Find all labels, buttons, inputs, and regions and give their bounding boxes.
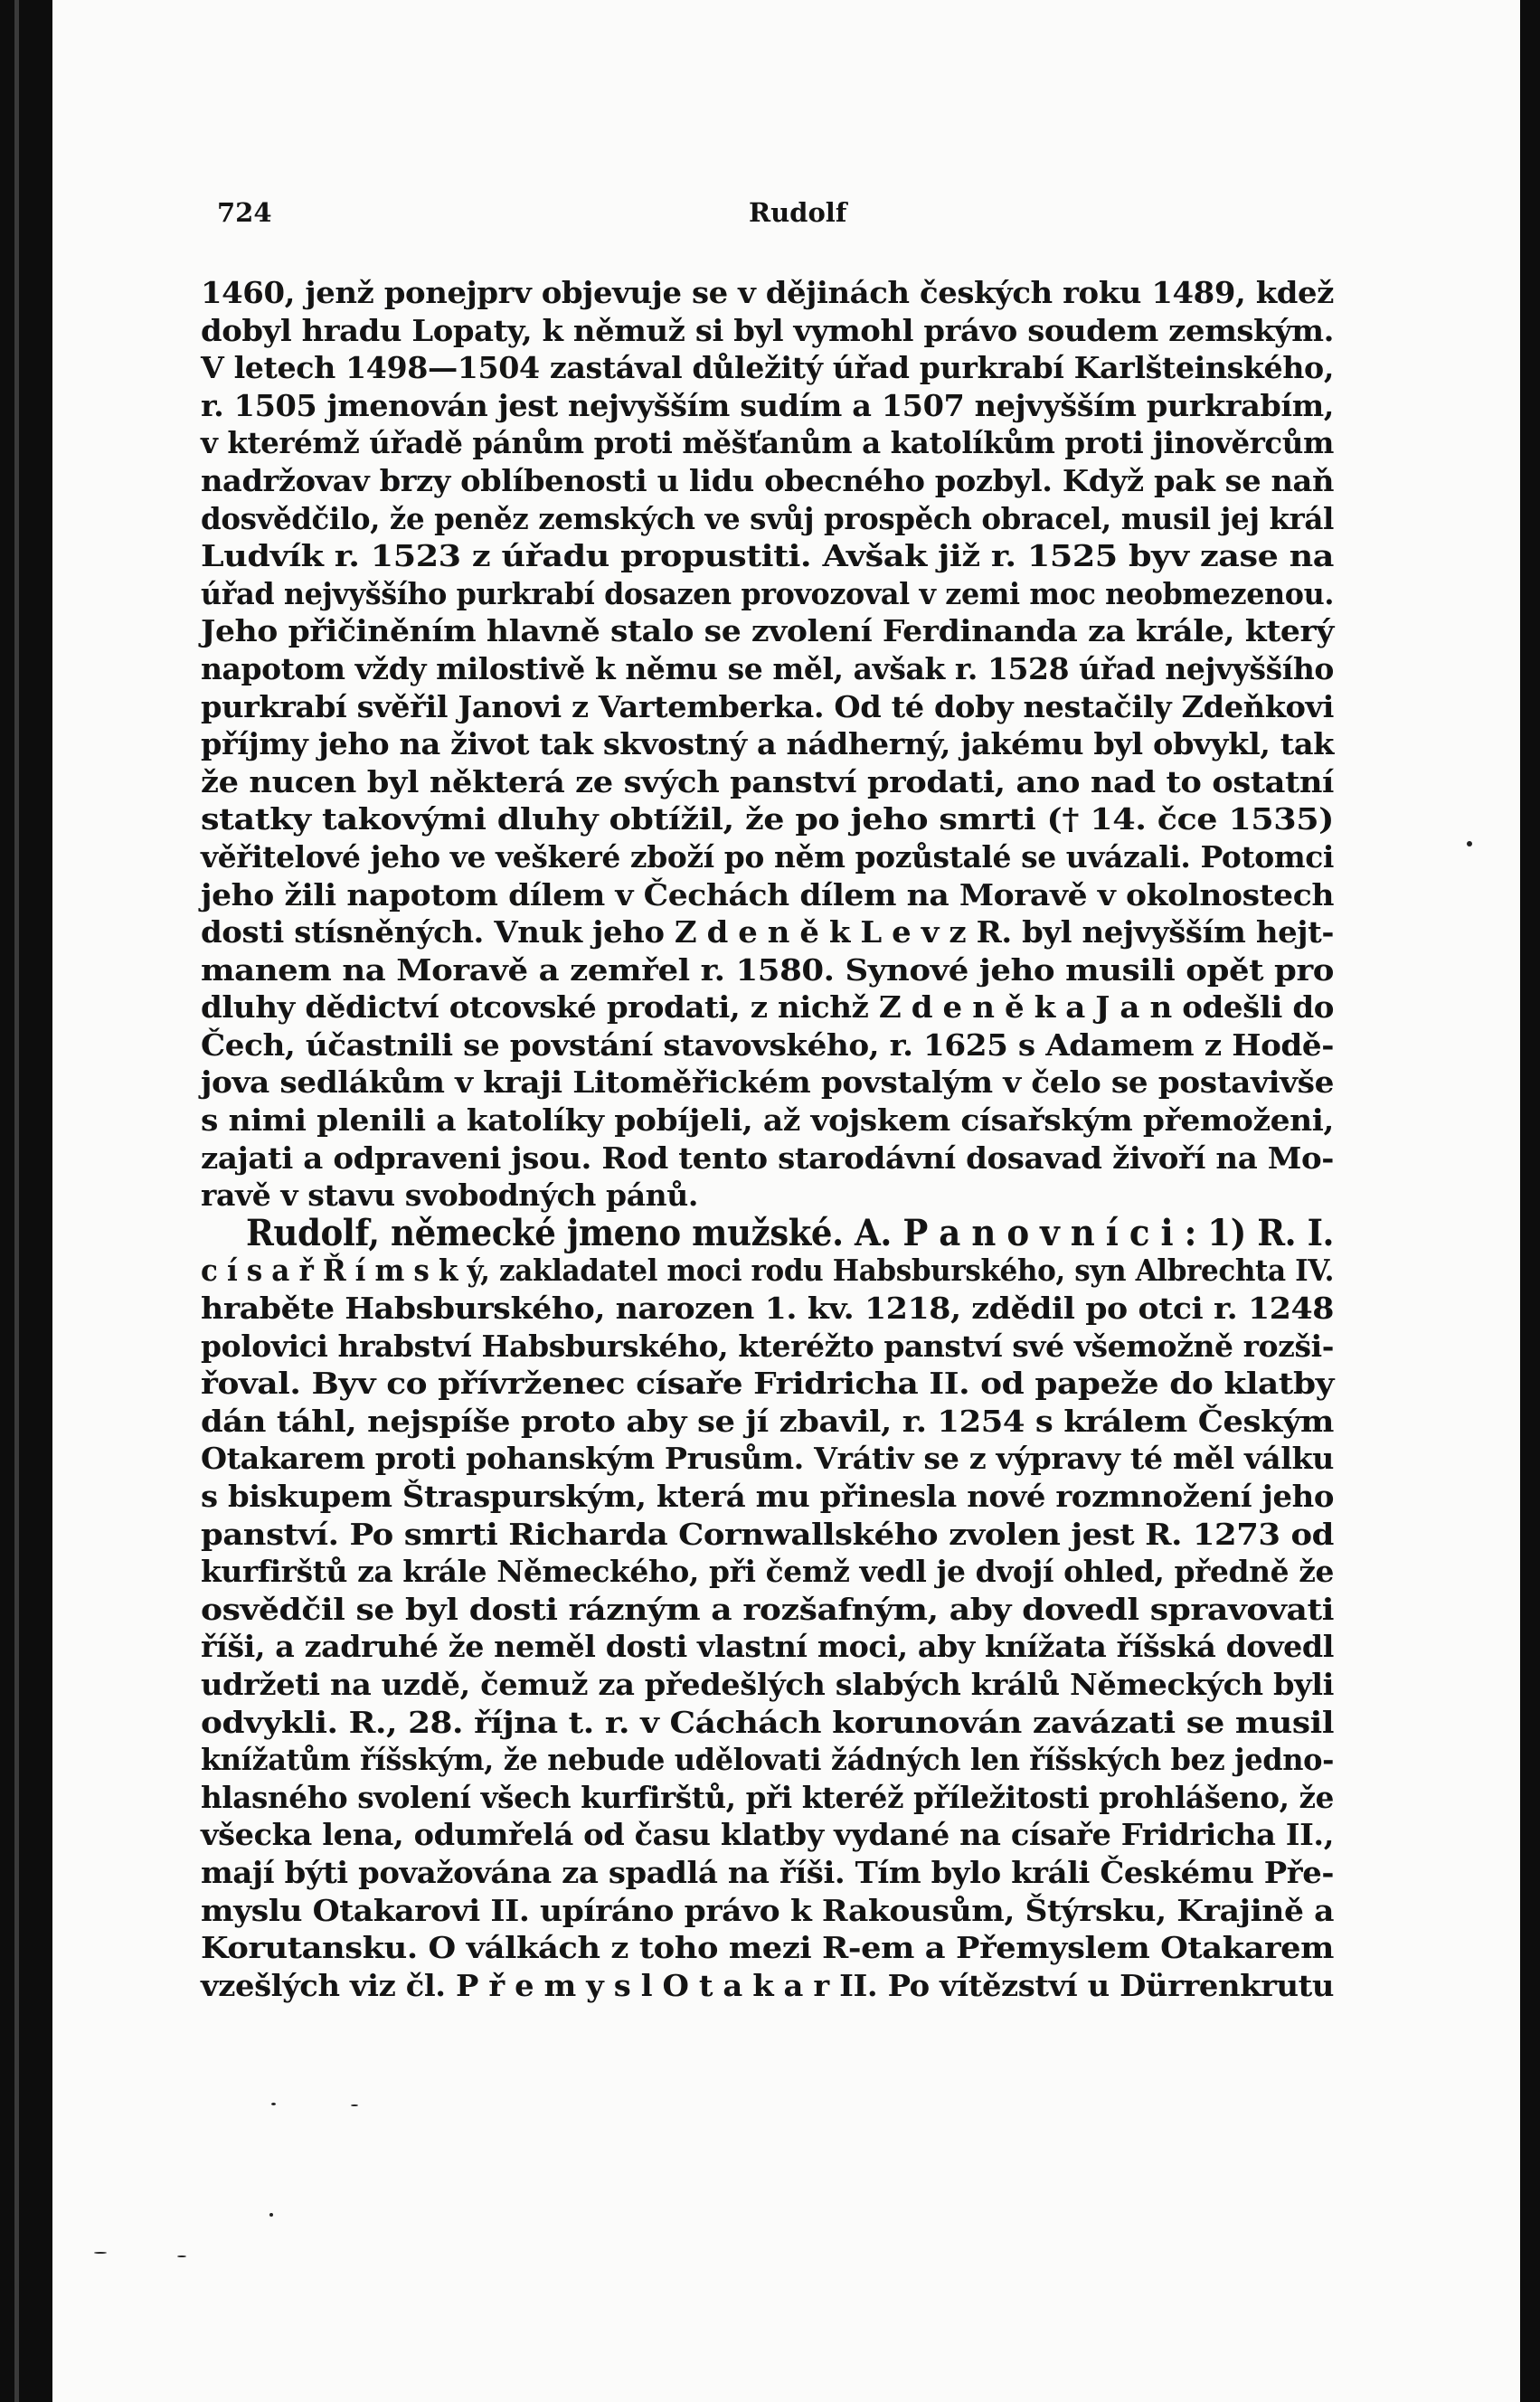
text-line: dán táhl, nejspíše proto aby se jí zbavil, r. 1254 s králem Českým xyxy=(201,1403,1334,1439)
text-line: hlasného svolení všech kurfirštů, při kteréž příležitosti prohlášeno, že xyxy=(201,1779,1334,1815)
text-line: ravě v stavu svobodných pánů. xyxy=(201,1177,698,1214)
text-line: knížatům říšským, že nebude udělovati žádných len říšských bez jedno- xyxy=(201,1742,1334,1778)
scan-border-left xyxy=(0,0,52,2402)
page-header xyxy=(217,197,1329,242)
text-line: polovici hrabství Habsburského, kteréžto panství své všemožně rozši- xyxy=(201,1328,1334,1364)
text-line: vzešlých viz čl. P ř e m y s l O t a k a r II. Po vítězství u Dürrenkrutu xyxy=(201,1967,1334,2003)
text-line: udržeti na uzdě, čemuž za předešlých slabých králů Německých byli xyxy=(201,1666,1334,1702)
text-line: odvykli. R., 28. října t. r. v Cáchách korunován zavázati se musil xyxy=(201,1704,1334,1740)
text-line: příjmy jeho na život tak skvostný a nádherný, jakému byl obvykl, tak xyxy=(201,726,1334,762)
text-line: dosti stísněných. Vnuk jeho Z d e n ě k L e v z R. byl nejvyšším hejt- xyxy=(201,914,1334,950)
text-line: Otakarem proti pohanským Prusům. Vrátiv se z výpravy té měl válku xyxy=(201,1441,1334,1477)
page-number: 724 xyxy=(217,197,272,228)
text-line: Korutansku. O válkách z toho mezi R-em a Přemyslem Otakarem xyxy=(201,1930,1334,1966)
scan-speck xyxy=(269,2213,273,2217)
text-line: r. 1505 jmenován jest nejvyšším sudím a 1507 nejvyšším purkrabím, xyxy=(201,387,1334,423)
text-line: c í s a ř Ř í m s k ý, zakladatel moci rodu Habsburského, syn Albrechta IV. xyxy=(201,1253,1334,1289)
text-line: v kterémž úřadě pánům proti měšťanům a katolíkům proti jinověrcům xyxy=(201,425,1334,461)
text-line: nadržovav brzy oblíbenosti u lidu obecného pozbyl. Když pak se naň xyxy=(201,462,1334,498)
scan-border-right xyxy=(1520,0,1540,2402)
entry-headline: Rudolf, německé jmeno mužské. A. P a n o v n í c i : 1) R. I. xyxy=(246,1211,1334,1254)
scan-speck xyxy=(1467,841,1472,846)
scan-speck xyxy=(177,2255,186,2257)
text-line: úřad nejvyššího purkrabí dosazen provozoval v zemi moc neobmezenou. xyxy=(201,575,1334,611)
text-line: mají býti považována za spadlá na říši. Tím bylo králi Českému Pře- xyxy=(201,1854,1334,1890)
text-line: Jeho přičiněním hlavně stalo se zvolení Ferdinanda za krále, který xyxy=(201,613,1334,649)
text-line: V letech 1498—1504 zastával důležitý úřad purkrabí Karlšteinského, xyxy=(201,350,1334,386)
text-line: řoval. Byv co přívrženec císaře Fridricha II. od papeže do klatby xyxy=(201,1366,1334,1402)
text-line: manem na Moravě a zemřel r. 1580. Synové jeho musili opět pro xyxy=(201,951,1334,988)
text-line: Ludvík r. 1523 z úřadu propustiti. Avšak již r. 1525 byv zase na xyxy=(201,538,1334,574)
running-head: Rudolf xyxy=(749,197,847,228)
text-line: osvědčil se byl dosti rázným a rozšafným, aby dovedl spravovati xyxy=(201,1591,1334,1627)
text-line: dluhy dědictví otcovské prodati, z nichž Z d e n ě k a J a n odešli do xyxy=(201,989,1334,1026)
text-line: zajati a odpraveni jsou. Rod tento starodávní dosavad živoří na Mo- xyxy=(201,1140,1334,1176)
text-line: panství. Po smrti Richarda Cornwallského zvolen jest R. 1273 od xyxy=(201,1516,1335,1552)
scan-speck xyxy=(351,2104,358,2106)
text-line: myslu Otakarovi II. upíráno právo k Rakousům, Štýrsku, Krajině a xyxy=(201,1892,1334,1928)
text-line: hraběte Habsburského, narozen 1. kv. 1218, zdědil po otci r. 1248 xyxy=(201,1291,1334,1327)
text-line: všecka lena, odumřelá od času klatby vydané na císaře Fridricha II., xyxy=(201,1817,1334,1853)
scan-speck xyxy=(94,2252,107,2254)
text-line: jeho žili napotom dílem v Čechách dílem na Moravě v okolnostech xyxy=(201,876,1334,913)
text-line: dosvědčilo, že peněz zemských ve svůj prospěch obracel, musil jej král xyxy=(201,500,1334,536)
text-line: věřitelové jeho ve veškeré zboží po něm pozůstalé se uvázali. Potomci xyxy=(201,838,1334,875)
text-line: Čech, účastnili se povstání stavovského, r. 1625 s Adamem z Hodě- xyxy=(201,1026,1334,1063)
body-text xyxy=(201,274,1334,2004)
text-line: purkrabí svěřil Janovi z Vartemberka. Od té doby nestačily Zdeňkovi xyxy=(201,688,1334,724)
text-line: napotom vždy milostivě k němu se měl, avšak r. 1528 úřad nejvyššího xyxy=(201,650,1334,686)
text-line: s biskupem Štraspurským, která mu přinesla nové rozmnožení jeho xyxy=(201,1479,1334,1514)
text-line: dobyl hradu Lopaty, k němuž si byl vymohl právo soudem zemským. xyxy=(201,312,1335,348)
text-line: 1460, jenž ponejprv objevuje se v dějinách českých roku 1489, kdež xyxy=(201,275,1334,310)
text-line: říši, a zadruhé že neměl dosti vlastní moci, aby knížata říšská dovedl xyxy=(201,1629,1334,1665)
text-line: statky takovými dluhy obtížil, že po jeho smrti († 14. čce 1535) xyxy=(201,801,1334,837)
text-line: jova sedlákům v kraji Litoměřickém povstalým v čelo se postavivše xyxy=(201,1064,1334,1101)
scan-speck xyxy=(271,2103,276,2105)
text-line: kurfirštů za krále Německého, při čemž vedl je dvojí ohled, předně že xyxy=(201,1554,1334,1590)
text-line: že nucen byl některá ze svých panství prodati, ano nad to ostatní xyxy=(201,763,1334,799)
text-line: s nimi plenili a katolíky pobíjeli, až vojskem císařským přemoženi, xyxy=(201,1102,1334,1139)
